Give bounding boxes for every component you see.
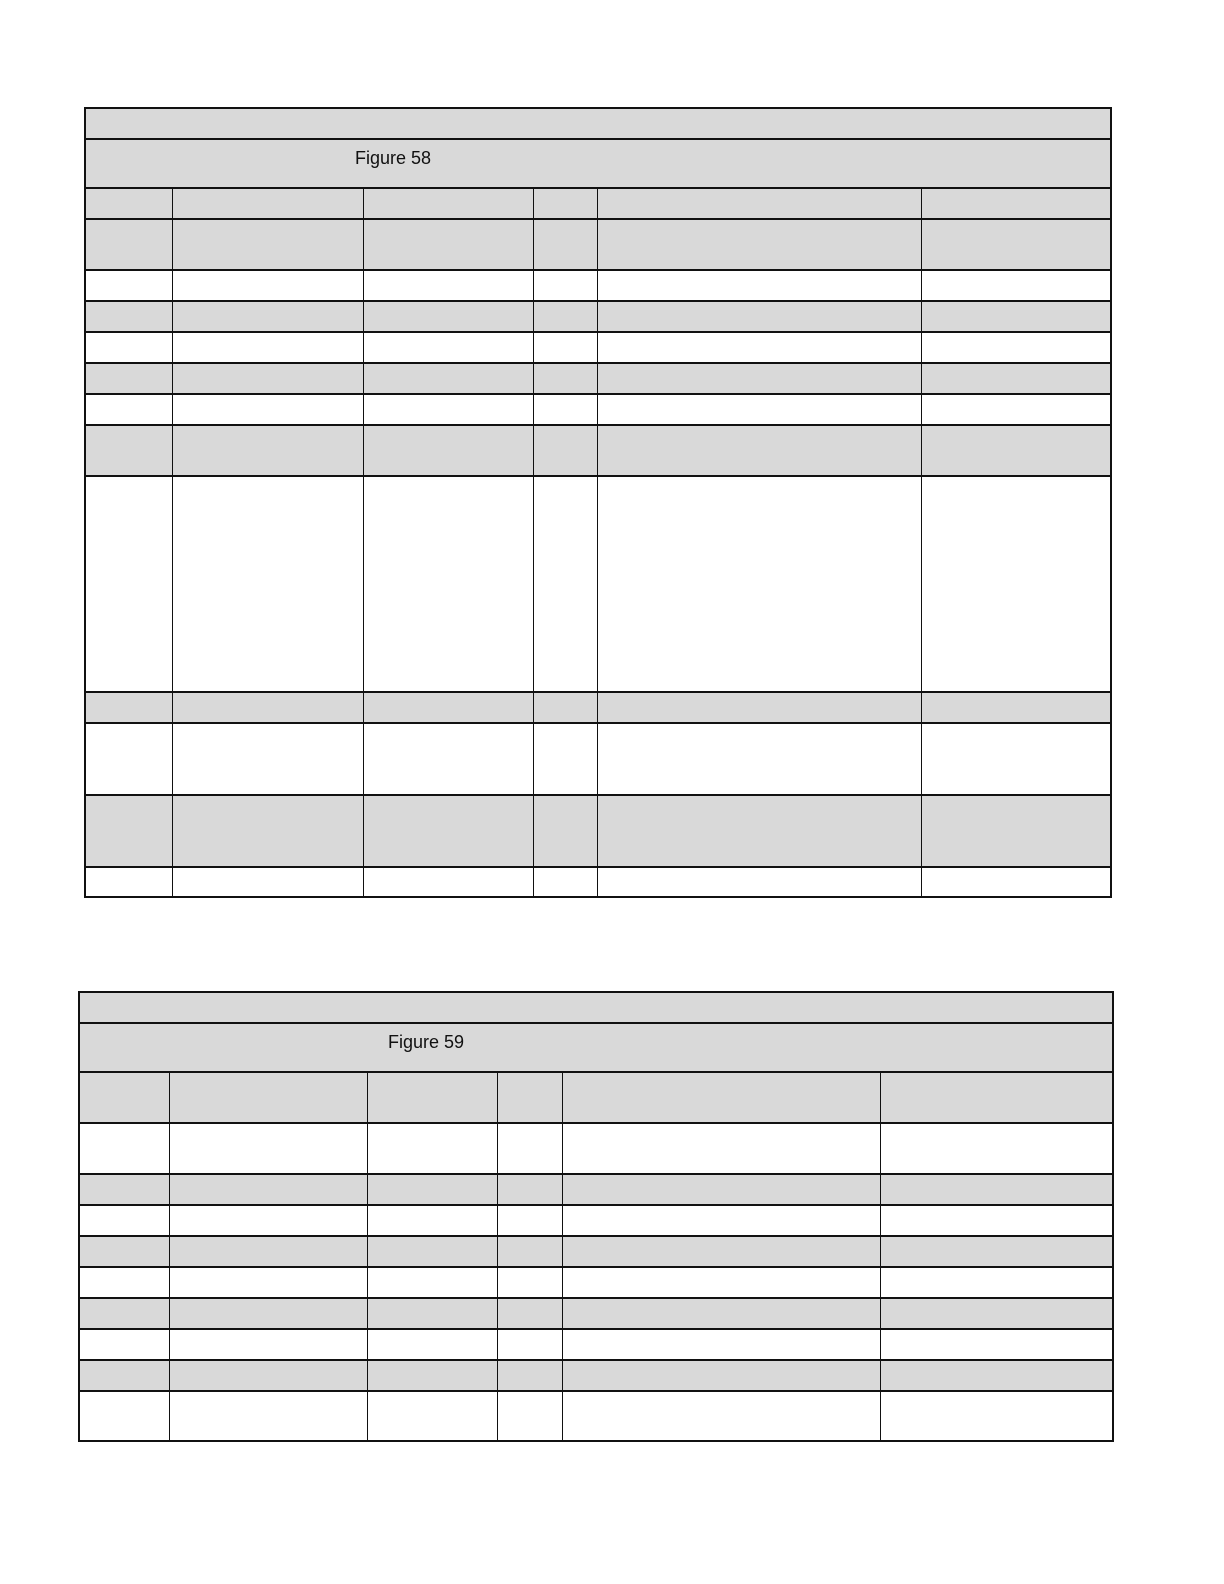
table-cell xyxy=(363,271,533,301)
table-cell xyxy=(497,1299,562,1329)
figure-59-caption: Figure 59 xyxy=(388,1032,465,1052)
table-cell xyxy=(172,693,363,723)
table-title-row xyxy=(86,109,1110,139)
table-cell xyxy=(86,302,172,332)
table-cell xyxy=(86,395,172,425)
table-cell xyxy=(597,693,921,723)
table-row xyxy=(80,1359,1112,1391)
table-cell xyxy=(172,271,363,301)
table-row xyxy=(80,1328,1112,1360)
table-cell xyxy=(363,189,533,219)
table-cell xyxy=(363,477,533,692)
table-cell xyxy=(497,1073,562,1123)
table-cell xyxy=(172,364,363,394)
table-cell xyxy=(86,724,172,795)
table-row xyxy=(80,1204,1112,1236)
table-cell xyxy=(597,189,921,219)
table-header-row xyxy=(80,1071,1112,1123)
table-cell xyxy=(172,868,363,896)
table-cell xyxy=(367,1206,497,1236)
table-cell xyxy=(921,302,1110,332)
table-cell xyxy=(86,693,172,723)
table-cell xyxy=(597,271,921,301)
table-cell xyxy=(80,1073,169,1123)
table-header-row xyxy=(86,187,1110,219)
figure-58-caption: Figure 58 xyxy=(355,148,432,168)
table-cell xyxy=(562,1175,880,1205)
table-cell xyxy=(497,1392,562,1440)
table-row xyxy=(80,1122,1112,1174)
table-cell xyxy=(172,302,363,332)
table-cell xyxy=(533,724,597,795)
table-cell xyxy=(921,724,1110,795)
table-cell xyxy=(80,1175,169,1205)
table-cell xyxy=(533,333,597,363)
table-cell xyxy=(86,796,172,867)
table-cell xyxy=(921,189,1110,219)
table-cell xyxy=(597,426,921,476)
table-cell xyxy=(597,868,921,896)
table-cell xyxy=(169,1392,367,1440)
table-row xyxy=(86,722,1110,795)
table-cell xyxy=(169,1330,367,1360)
table-cell xyxy=(562,1330,880,1360)
table-cell xyxy=(597,333,921,363)
table-cell xyxy=(533,477,597,692)
table-row xyxy=(86,691,1110,723)
table-cell xyxy=(880,1392,1112,1440)
table-cell xyxy=(880,1206,1112,1236)
table-row xyxy=(80,1235,1112,1267)
table-cell xyxy=(363,364,533,394)
table-cell xyxy=(363,693,533,723)
table-cell xyxy=(172,189,363,219)
table-cell xyxy=(367,1330,497,1360)
table-cell xyxy=(172,220,363,270)
table-cell xyxy=(880,1330,1112,1360)
table-cell xyxy=(562,1124,880,1174)
table-row xyxy=(80,1297,1112,1329)
table-cell xyxy=(172,395,363,425)
table-cell xyxy=(497,1124,562,1174)
table-cell xyxy=(80,1237,169,1267)
table-cell xyxy=(921,271,1110,301)
table-cell xyxy=(921,796,1110,867)
table-cell xyxy=(921,333,1110,363)
table-cell xyxy=(533,220,597,270)
table-cell xyxy=(86,426,172,476)
table-cell xyxy=(562,1073,880,1123)
table-cell xyxy=(367,1124,497,1174)
figure-caption-row xyxy=(80,1022,1112,1072)
table-cell xyxy=(562,1237,880,1267)
table-cell xyxy=(169,1124,367,1174)
table-cell xyxy=(86,477,172,692)
table-cell xyxy=(169,1237,367,1267)
table-cell xyxy=(497,1175,562,1205)
table-cell xyxy=(363,302,533,332)
table-cell xyxy=(533,364,597,394)
table-cell xyxy=(880,1268,1112,1298)
table-cell xyxy=(80,1124,169,1174)
table-cell xyxy=(80,1268,169,1298)
table-cell xyxy=(597,220,921,270)
table-row xyxy=(86,794,1110,867)
table-row xyxy=(80,1266,1112,1298)
table-cell xyxy=(367,1237,497,1267)
table-cell xyxy=(562,1392,880,1440)
table-title-row xyxy=(80,993,1112,1023)
table-cell xyxy=(86,868,172,896)
table-cell xyxy=(80,1330,169,1360)
table-cell xyxy=(921,220,1110,270)
table-cell xyxy=(86,271,172,301)
table-cell xyxy=(562,1361,880,1391)
table-cell xyxy=(169,1299,367,1329)
table-cell xyxy=(367,1299,497,1329)
table-cell xyxy=(880,1237,1112,1267)
table-cell xyxy=(497,1237,562,1267)
table-row xyxy=(80,1390,1112,1440)
table-cell xyxy=(86,220,172,270)
table-cell xyxy=(880,1175,1112,1205)
table-cell xyxy=(86,333,172,363)
table-row xyxy=(86,393,1110,425)
table-cell xyxy=(533,426,597,476)
table-cell xyxy=(533,395,597,425)
table-cell xyxy=(172,796,363,867)
table-cell xyxy=(172,724,363,795)
table-cell xyxy=(533,868,597,896)
table-cell xyxy=(363,426,533,476)
table-cell xyxy=(880,1124,1112,1174)
table-cell xyxy=(80,1392,169,1440)
figure-58-table xyxy=(84,107,1112,898)
table-cell xyxy=(597,395,921,425)
table-cell xyxy=(80,1206,169,1236)
table-cell xyxy=(597,302,921,332)
table-cell xyxy=(80,1299,169,1329)
table-cell xyxy=(533,189,597,219)
table-cell xyxy=(172,333,363,363)
table-row xyxy=(86,218,1110,270)
table-cell xyxy=(533,302,597,332)
table-cell xyxy=(86,364,172,394)
table-row xyxy=(86,362,1110,394)
table-cell xyxy=(921,426,1110,476)
table-cell xyxy=(172,426,363,476)
figure-caption-row xyxy=(86,138,1110,188)
table-row xyxy=(80,1173,1112,1205)
table-cell xyxy=(880,1361,1112,1391)
table-cell xyxy=(497,1330,562,1360)
table-cell xyxy=(363,395,533,425)
table-cell xyxy=(363,333,533,363)
table-cell xyxy=(367,1073,497,1123)
table-cell xyxy=(921,477,1110,692)
table-cell xyxy=(597,364,921,394)
table-cell xyxy=(367,1392,497,1440)
table-cell xyxy=(363,724,533,795)
table-cell xyxy=(597,796,921,867)
table-row xyxy=(86,866,1110,896)
table-cell xyxy=(562,1299,880,1329)
table-row xyxy=(86,331,1110,363)
table-cell xyxy=(921,868,1110,896)
table-cell xyxy=(880,1073,1112,1123)
table-cell xyxy=(86,189,172,219)
table-cell xyxy=(562,1206,880,1236)
table-cell xyxy=(921,395,1110,425)
table-cell xyxy=(367,1268,497,1298)
table-cell xyxy=(363,796,533,867)
table-cell xyxy=(533,693,597,723)
table-cell xyxy=(169,1175,367,1205)
table-cell xyxy=(363,220,533,270)
table-row xyxy=(86,424,1110,476)
table-cell xyxy=(169,1268,367,1298)
table-cell xyxy=(169,1361,367,1391)
table-cell xyxy=(169,1206,367,1236)
table-cell xyxy=(367,1175,497,1205)
table-cell xyxy=(597,477,921,692)
table-cell xyxy=(597,724,921,795)
table-row xyxy=(86,300,1110,332)
table-cell xyxy=(172,477,363,692)
table-cell xyxy=(80,1361,169,1391)
table-cell xyxy=(363,868,533,896)
table-cell xyxy=(533,796,597,867)
table-cell xyxy=(497,1206,562,1236)
table-cell xyxy=(562,1268,880,1298)
table-cell xyxy=(367,1361,497,1391)
table-cell xyxy=(533,271,597,301)
table-row xyxy=(86,269,1110,301)
table-cell xyxy=(169,1073,367,1123)
table-row xyxy=(86,475,1110,692)
table-cell xyxy=(497,1268,562,1298)
table-cell xyxy=(497,1361,562,1391)
table-cell xyxy=(921,364,1110,394)
table-cell xyxy=(921,693,1110,723)
table-cell xyxy=(880,1299,1112,1329)
figure-59-table xyxy=(78,991,1114,1442)
